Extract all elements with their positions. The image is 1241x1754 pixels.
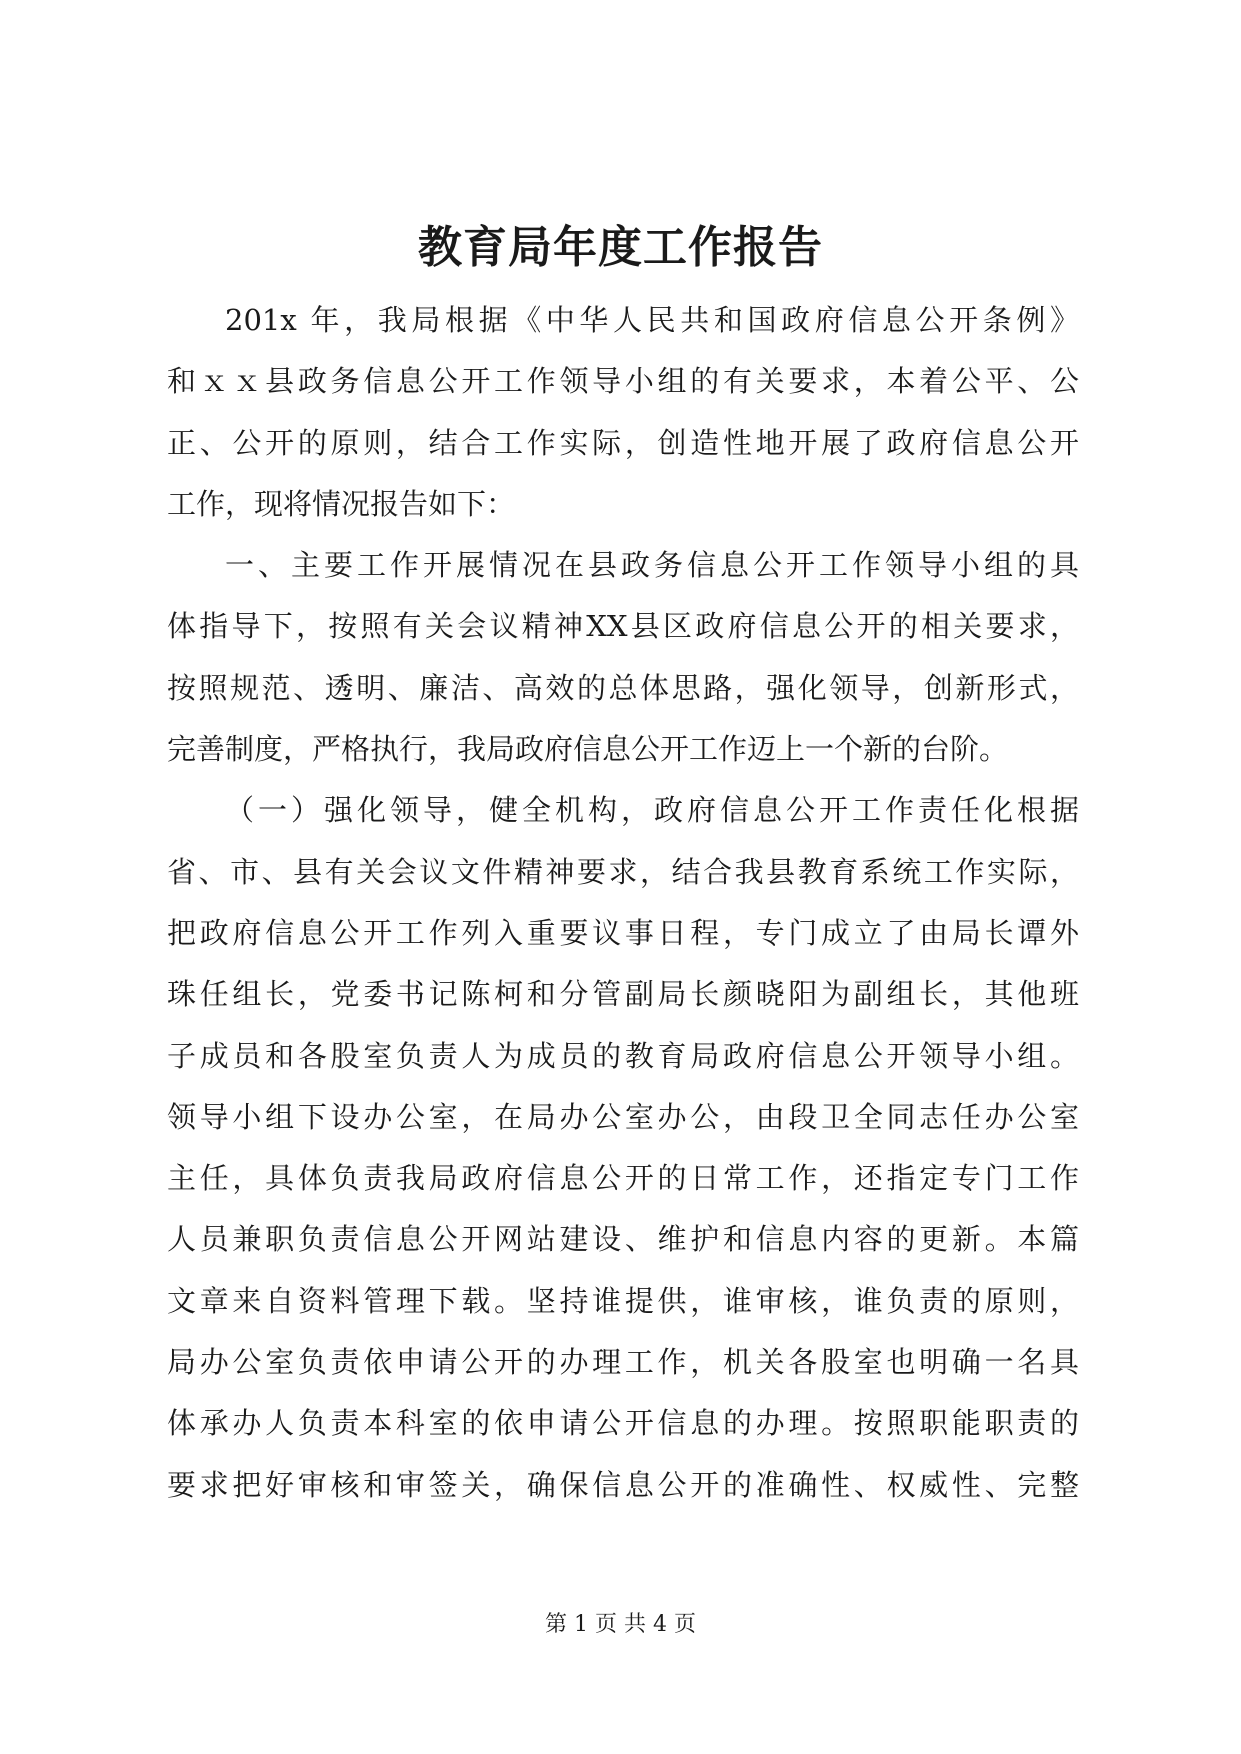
text-line: 按照规范、透明、廉洁、高效的总体思路，强化领导，创新形式， [167, 670, 1079, 705]
text-line: 把政府信息公开工作列入重要议事日程，专门成立了由局长谭外 [167, 915, 1079, 950]
text-line: 201x 年，我局根据《中华人民共和国政府信息公开条例》 [225, 303, 1079, 337]
text-line: 文章来自资料管理下载。坚持谁提供，谁审核，谁负责的原则， [167, 1283, 1079, 1318]
page-title: 教育局年度工作报告 [418, 222, 823, 273]
text-line: 体指导下，按照有关会议精神XX县区政府信息公开的相关要求， [167, 609, 1079, 644]
text-line: （一）强化领导，健全机构，政府信息公开工作责任化根据 [225, 793, 1079, 828]
text-line: 珠任组长，党委书记陈柯和分管副局长颜晓阳为副组长，其他班 [167, 977, 1079, 1012]
text-line: 省、市、县有关会议文件精神要求，结合我县教育系统工作实际， [167, 854, 1079, 889]
text-line: 局办公室负责依申请公开的办理工作，机关各股室也明确一名具 [167, 1345, 1079, 1380]
text-line: 体承办人负责本科室的依申请公开信息的办理。按照职能职责的 [167, 1406, 1079, 1441]
text-line: 子成员和各股室负责人为成员的教育局政府信息公开领导小组。 [167, 1038, 1079, 1073]
text-line: 一、主要工作开展情况在县政务信息公开工作领导小组的具 [225, 548, 1079, 583]
body-text [167, 290, 1079, 1516]
text-line: 领导小组下设办公室，在局办公室办公，由段卫全同志任办公室 [167, 1099, 1079, 1134]
text-line: 人员兼职负责信息公开网站建设、维护和信息内容的更新。本篇 [167, 1222, 1079, 1257]
text-line: 和ｘｘ县政务信息公开工作领导小组的有关要求，本着公平、公 [167, 364, 1079, 399]
text-line: 正、公开的原则，结合工作实际，创造性地开展了政府信息公开 [167, 425, 1079, 460]
text-line: 主任，具体负责我局政府信息公开的日常工作，还指定专门工作 [167, 1161, 1079, 1196]
page-footer: 第 1 页 共 4 页 [545, 1612, 696, 1637]
text-line: 要求把好审核和审签关，确保信息公开的准确性、权威性、完整 [167, 1467, 1079, 1502]
text-line: 工作，现将情况报告如下： [167, 486, 516, 521]
text-line: 完善制度，严格执行，我局政府信息公开工作迈上一个新的台阶。 [167, 732, 1009, 767]
